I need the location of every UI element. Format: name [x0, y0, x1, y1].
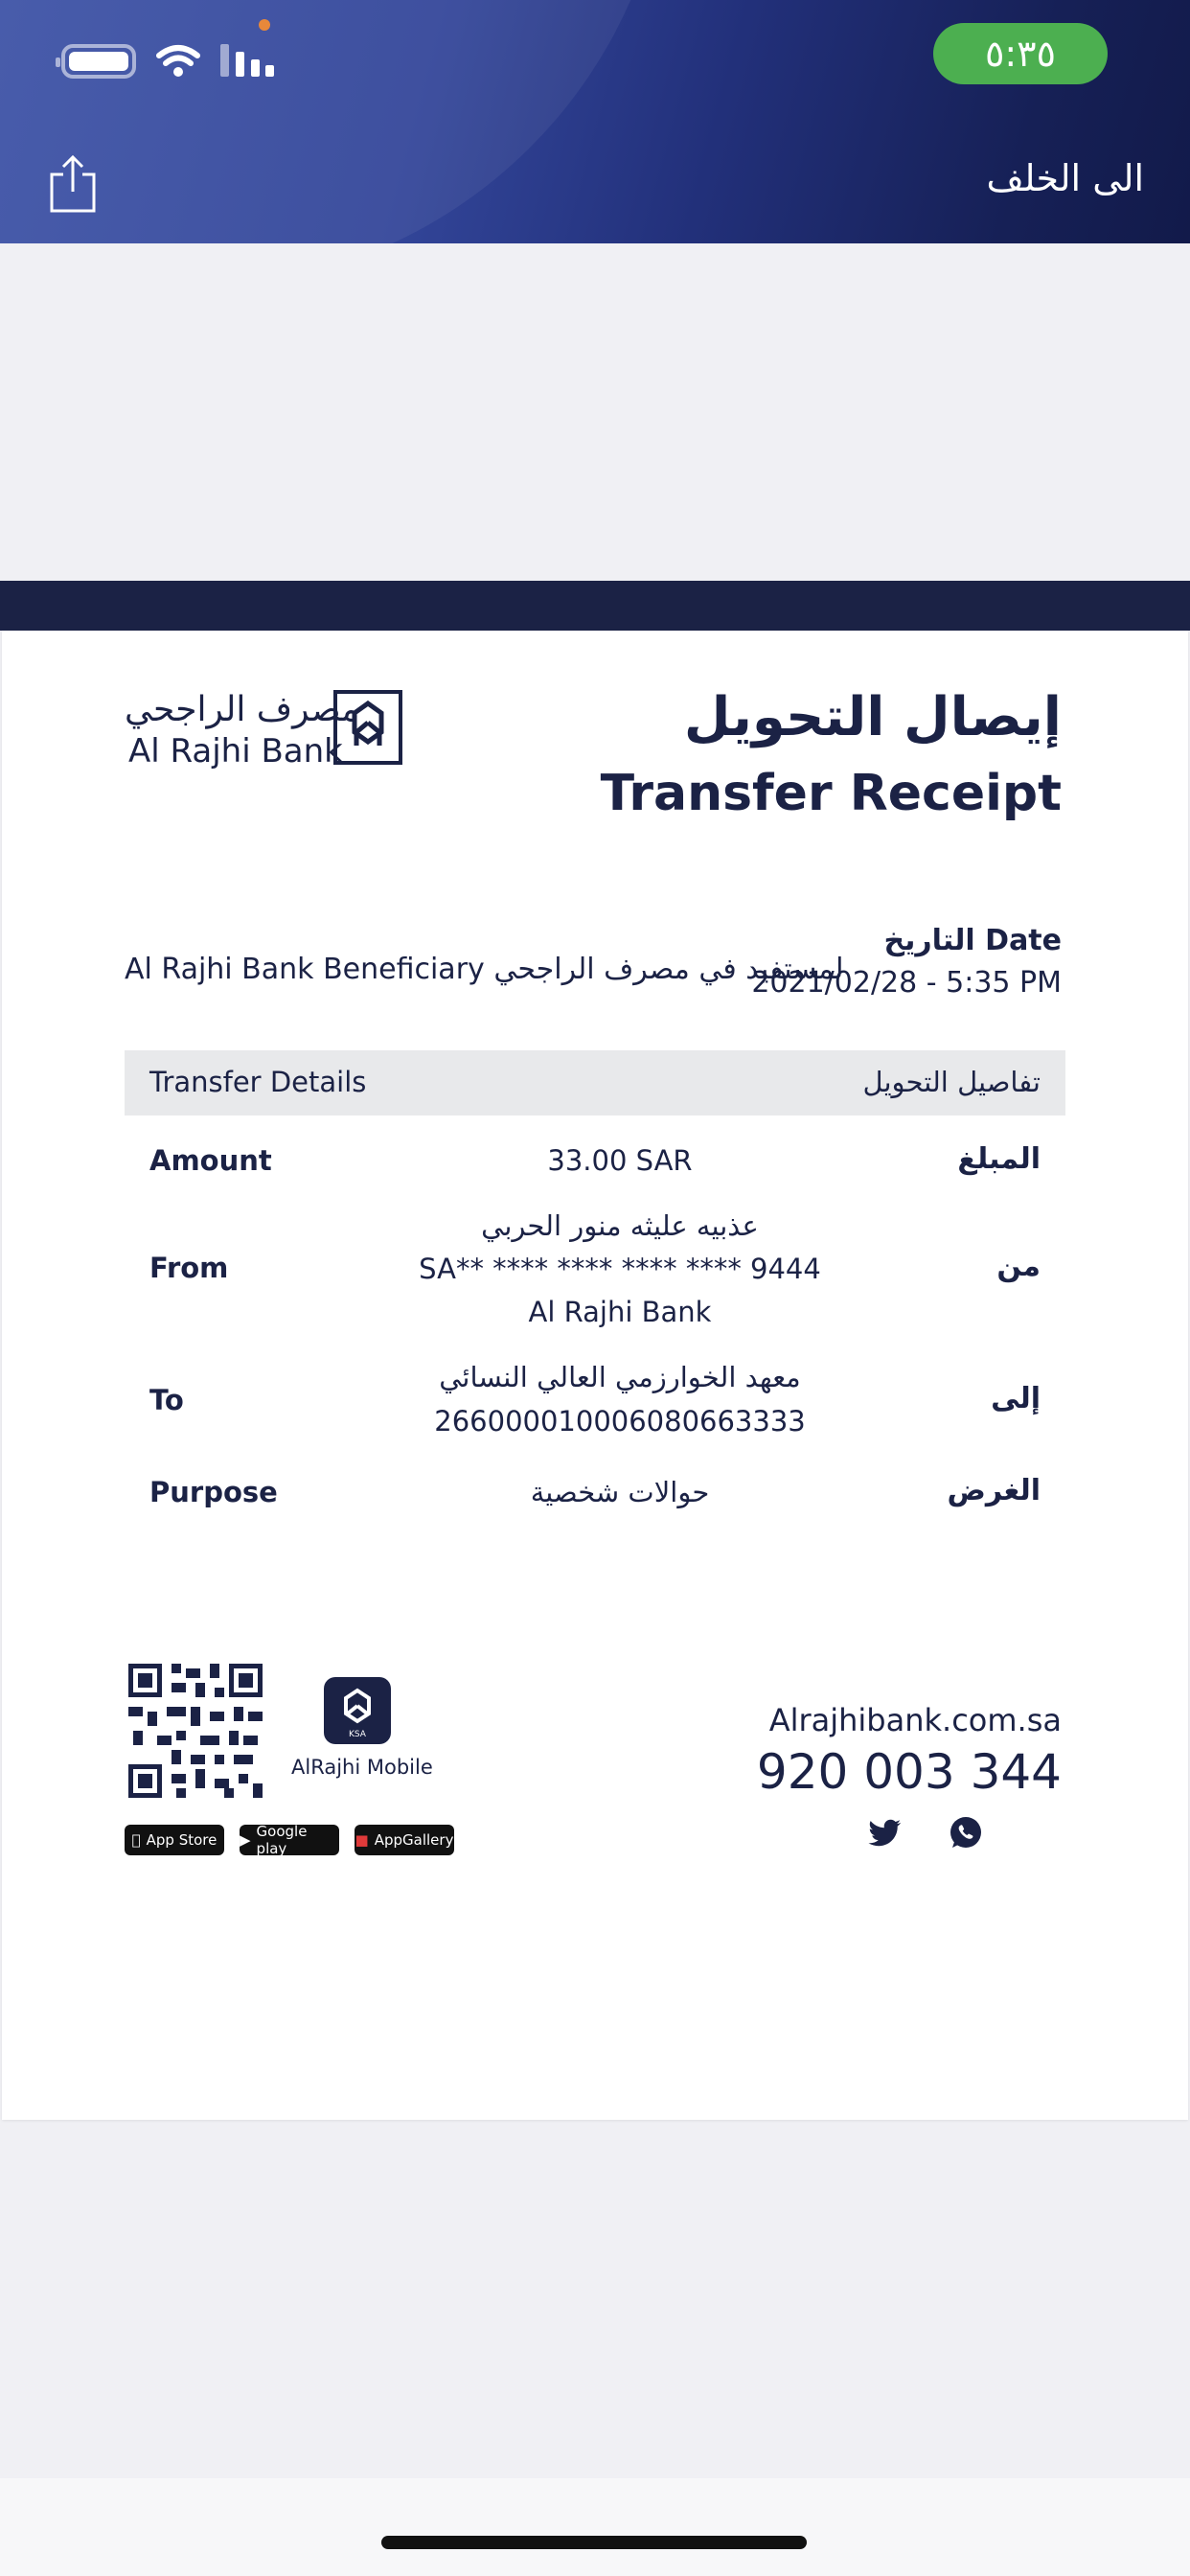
- from-label-arabic: من: [996, 1250, 1041, 1283]
- date-value: 2021/02/28 - 5:35 PM: [751, 966, 1062, 1000]
- whatsapp-icon[interactable]: [947, 1813, 985, 1852]
- to-name: معهد الخوارزمي العالي النسائي: [439, 1361, 801, 1393]
- app-label: AlRajhi Mobile: [291, 1756, 433, 1779]
- app-icon-badge: KSA: [349, 1730, 366, 1739]
- qr-code: [128, 1664, 263, 1798]
- app-gallery-badge[interactable]: [355, 1825, 454, 1855]
- amount-label: Amount: [149, 1144, 272, 1177]
- app-logo-icon: [324, 1677, 391, 1744]
- to-label: To: [149, 1384, 184, 1416]
- receipt-title: Transfer Receipt: [600, 765, 1062, 822]
- huawei-icon: ■: [355, 1831, 369, 1849]
- to-label-arabic: إلى: [991, 1382, 1041, 1415]
- phone-number[interactable]: 920 003 344: [756, 1744, 1062, 1800]
- transfer-details-label-arabic: تفاصيل التحويل: [862, 1066, 1041, 1098]
- privacy-indicator-dot: [259, 19, 270, 31]
- bottom-area: [0, 2478, 1190, 2576]
- signal-icon: [220, 44, 274, 79]
- bank-logo-icon: [333, 690, 402, 765]
- alrajhi-app-icon[interactable]: [324, 1677, 391, 1744]
- google-play-label: Google play: [256, 1823, 308, 1857]
- wifi-icon: [155, 44, 201, 79]
- receipt-top-band: [0, 581, 1190, 631]
- app-store-label: App Store: [142, 1831, 213, 1849]
- date-label: التاريخ Date: [883, 924, 1062, 957]
- transfer-details-label: Transfer Details: [149, 1066, 367, 1098]
- bank-logo: [125, 690, 412, 776]
- bank-logo-arabic: مصرف الراجحي: [125, 690, 360, 729]
- amount-label-arabic: المبلغ: [957, 1142, 1041, 1176]
- website-link[interactable]: Alrajhibank.com.sa: [768, 1702, 1062, 1738]
- share-icon[interactable]: [48, 153, 98, 215]
- header-decoration: [0, 0, 671, 243]
- receipt-title-arabic: إيصال التحويل: [683, 686, 1062, 748]
- from-account: SA** **** **** **** **** 9444: [419, 1253, 821, 1285]
- apple-icon: [132, 1831, 141, 1849]
- back-button[interactable]: الى الخلف: [986, 157, 1144, 199]
- amount-value: 33.00 SAR: [547, 1144, 693, 1177]
- home-indicator[interactable]: [381, 2536, 807, 2549]
- purpose-label: Purpose: [149, 1476, 278, 1508]
- status-icons: [61, 44, 274, 79]
- to-account: 266000010006080663333: [434, 1405, 806, 1438]
- play-icon: ▶: [240, 1831, 251, 1849]
- google-play-badge[interactable]: [240, 1825, 339, 1855]
- app-gallery-label: AppGallery: [374, 1831, 454, 1849]
- from-name: عذبيه عليثه منور الحربي: [481, 1209, 759, 1242]
- receipt-card: [2, 631, 1188, 2120]
- status-time: ٥:٣٥: [933, 23, 1108, 84]
- bank-logo-english: Al Rajhi Bank: [128, 732, 343, 770]
- app-store-badge[interactable]: [125, 1825, 224, 1855]
- from-label: From: [149, 1252, 229, 1284]
- battery-icon: [61, 44, 136, 79]
- from-bank: Al Rajhi Bank: [528, 1296, 712, 1328]
- twitter-icon[interactable]: [866, 1813, 904, 1852]
- beneficiary-type: Al Rajhi Bank Beneficiary لمستفيد في مصرف الراجحي: [125, 953, 844, 986]
- app-header: [0, 0, 1190, 243]
- transfer-details-header: [125, 1050, 1065, 1116]
- purpose-value: حوالات شخصية: [530, 1476, 710, 1508]
- purpose-label-arabic: الغرض: [947, 1474, 1041, 1507]
